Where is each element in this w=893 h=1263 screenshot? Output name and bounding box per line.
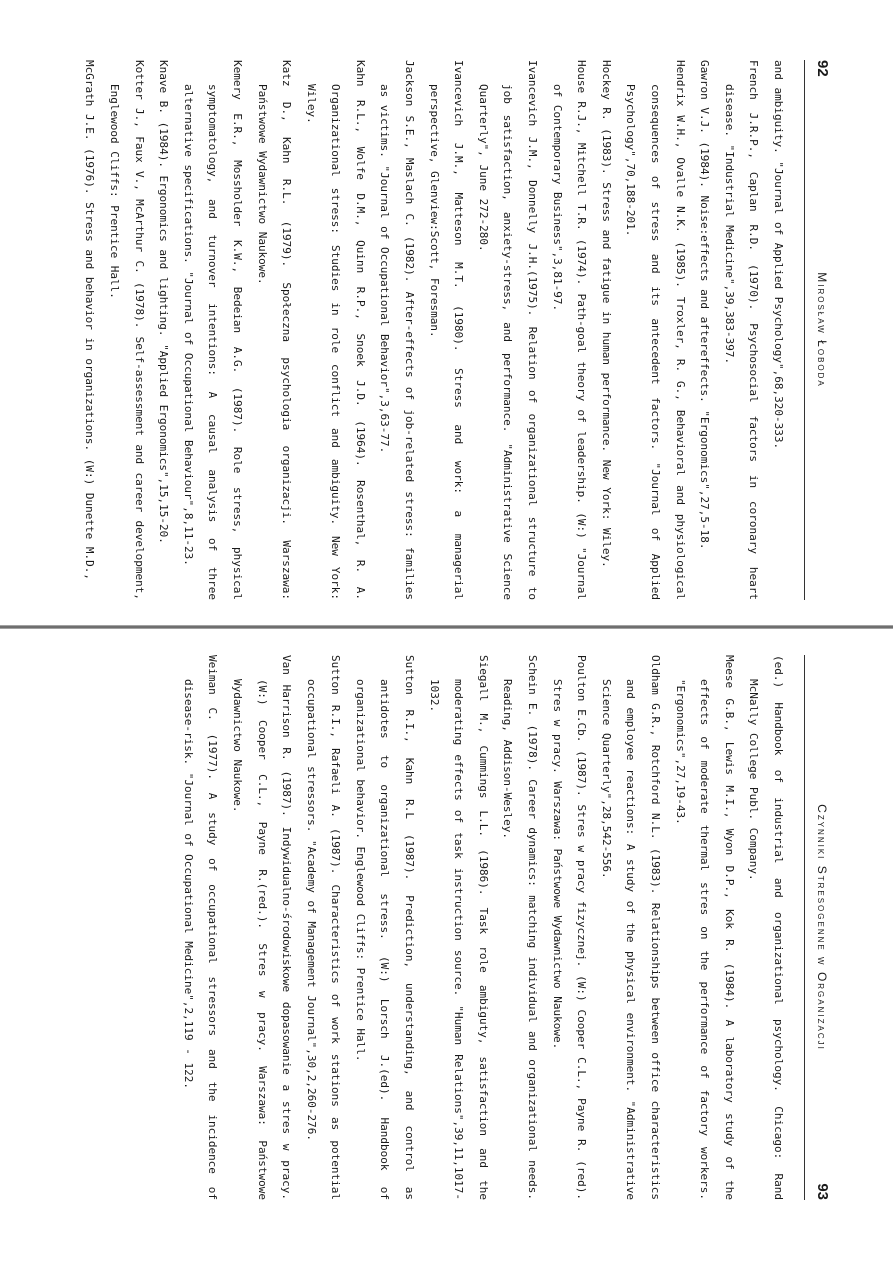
left-page-number: 92: [814, 60, 831, 77]
reference-entry: Jackson S.E., Maslach C. (1982). After-effects of job-related stress: families as victims. "Journal of Occupational Behavior",3,63-77.: [378, 60, 417, 600]
reference-entry: Van Harrison R. (1987). Indywidualno-środowiskowe dopasowanie a stres w pracy. (W:) Cooper C.L., Payne R.(red.). Stres w pracy. Warszawa: Państwowe Wydawnictwo Naukowe.: [230, 655, 294, 1200]
reference-entry: Sutton R.I., Rafaeli A. (1987). Characteristics of work stations as potential occupational stressors. "Academy of Management Journal",30,2,260-276.: [304, 655, 343, 1200]
reference-entry: Poulton E.Cb. (1987). Stres w pracy fizycznej. (W:) Cooper C.L., Payne R. (red). Stres w pracy. Warszawa: Państwowe Wydawnictwo Naukowe.: [550, 655, 589, 1200]
reference-entry: Kemery E.R., Mossholder K.W., Bedeian A.G. (1987). Role stress, physical symptomatology, and turnover intentions: A causal analysis of three alternative specifications. "Journal of Occupational Behaviour",8,11-23.: [181, 60, 244, 600]
page-fold: [0, 625, 893, 629]
left-running-head: Mirosław Łoboda: [815, 272, 829, 388]
reference-entry: and ambiguity. "Journal of Applied Psychology",68,320-333.: [772, 60, 785, 450]
reference-entry: Kahn R.L., Wolfe D.M., Quinn R.P., Snoek J.D. (1964). Rosenthal, R. A. Organizational stress: Studies in role conflict and ambiguity. New York: Wiley.: [304, 60, 367, 600]
reference-entry: Schein E. (1978). Career dynamics: matching individual and organizational needs. Reading, Addison-Wesley.: [501, 655, 540, 1200]
reference-entry: Meese G.B., Lewis M.I., Wyon D.P., Kok R. (1984). A laboratory study of the effects of moderate thermal stres on the performance of factory workers. "Ergonomics",27,19-43.: [673, 655, 736, 1200]
reference-entry: McGrath J.E. (1976). Stress and behavior in organizations. (W:) Dunette M.D.,: [83, 60, 97, 580]
right-page-number: 93: [814, 1183, 831, 1200]
left-page-header: [805, 60, 831, 600]
reference-entry: Kotter J., Faux V., McArthur C. (1978). Self-assessment and career development, Englewood Cliffs: Prentice Hall.: [107, 60, 146, 600]
left-reference-list: [77, 60, 790, 600]
reference-entry: Katz D., Kahn R.L. (1979). Społeczna psychologia organizacji. Warszawa: Państwowe Wydawnictwo Naukowe.: [255, 60, 294, 600]
right-page-header: [805, 655, 831, 1200]
reference-entry: Siegall M., Cummings L.L. (1986). Task role ambiguty, satisfaction and the moderating effects of task instruction source. "Human Relations",39,11,1017-1032.: [427, 655, 490, 1200]
reference-entry: Ivancevich J.M., Donnelly J.H.(1975). Relation of organizational structure to job satisfaction, anxiety-stress, and performance. "Administrative Science Quarterly", June 272-280.: [476, 60, 540, 600]
reference-entry: Hendrix W.H., Ovalle N.K. (1985). Troxler, R. G., Behavioral and physiological consequences of stress and its antecedent factors. "Journal of Applied Psychology",70,188-201.: [624, 60, 687, 600]
reference-entry: Knave B. (1984). Ergonomics and lighting. "Applied Ergonomics",15,15-20.: [157, 60, 171, 544]
reference-entry: Hockey R. (1983). Stress and fatigue in human performance. New York: Wiley.: [599, 60, 613, 568]
reference-entry: Gawron V.J. (1984). Noise:effects and aftereffects. "Ergonomics",27,5-18.: [698, 60, 712, 550]
right-page: [0, 655, 893, 1200]
left-header-rule: [804, 60, 805, 600]
left-page: [0, 60, 893, 600]
reference-entry: Weiman C. (1977). A study of occupational stressors and the incidence of disease-risk. "Journal of Occupational Medicine",2,119 - 122.: [181, 655, 220, 1200]
reference-entry: Ivancevich J.M., Matteson M.T. (1980). Stress and work: a managerial perspective, Glenview:Scott, Foresman.: [427, 60, 466, 600]
reference-entry: Oldham G.R., Rotchford N.L. (1983). Relationships between office characteristics and employee reactions: A study of the physical environment. "Administrative Science Quarterly",28,542-556.: [599, 655, 663, 1200]
reference-entry: Sutton R.I., Kahn R.L (1987). Prediction, understanding, and control as antidotes to organizational stress. (W:) Lorsch J.(ed). Handbook of organizational behavior. Englewood Cliffs: Prentice Hall.: [353, 655, 417, 1200]
reference-entry: House R.J., Mitchell T.R. (1974). Path-goal theory of leadership. (W:) "Journal of Contemporary Business",3,81-97.: [550, 60, 589, 600]
reference-entry: French J.R.P., Caplan R.D. (1970). Psychosocial factors in coronary heart disease. "Industrial Medicine",39,383-397.: [722, 60, 761, 600]
reference-entry: (ed.) Handbook of industrial and organizational psychology. Chicago: Rand McNally College Publ. Company.: [747, 655, 785, 1200]
right-header-rule: [804, 655, 805, 1200]
right-reference-list: [175, 655, 790, 1200]
right-running-head: Czynniki Stresogenne w Organizacji: [815, 804, 829, 1051]
